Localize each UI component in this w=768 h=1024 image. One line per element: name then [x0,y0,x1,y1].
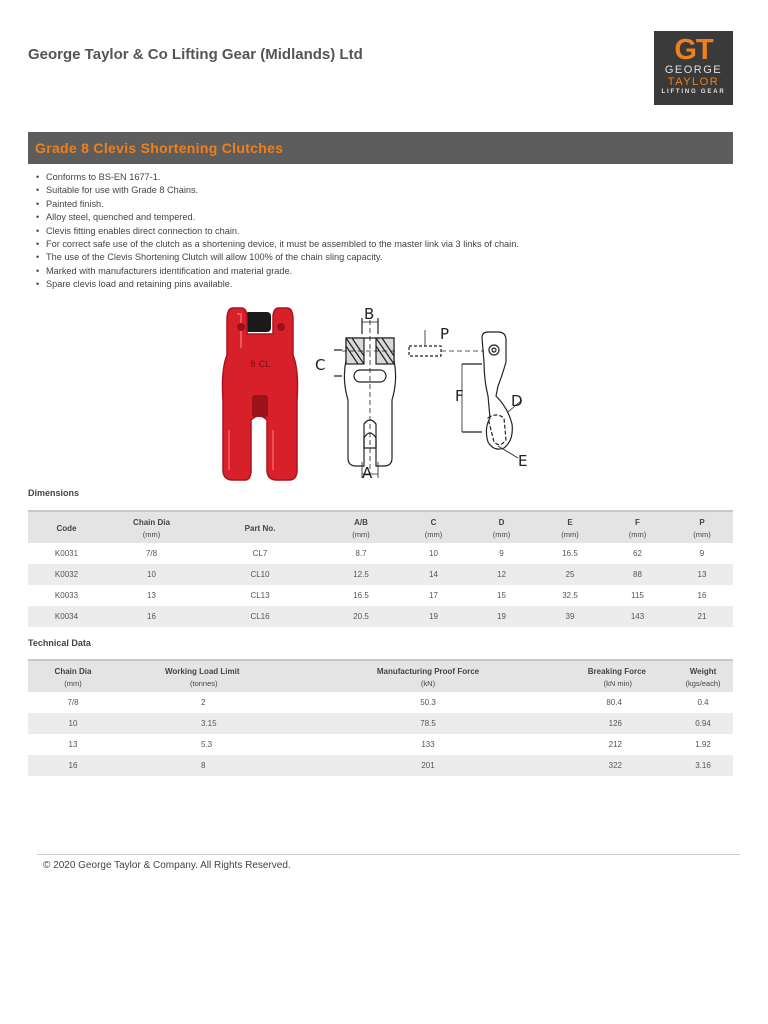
company-logo [654,31,733,105]
table-cell: 0.94 [673,713,733,734]
table-cell: 322 [488,755,673,776]
column-header: Part No. [198,511,322,543]
diagram-label-c: C [315,356,326,374]
table-cell: 126 [488,713,673,734]
logo-line-george: GEORGE [664,64,723,76]
table-cell: 88 [604,564,671,585]
table-cell: 201 [368,755,488,776]
table-cell: 3.16 [673,755,733,776]
feature-item: • For correct safe use of the clutch as a shortening device, it must be assembled to the master link via 3 links of chain. [36,238,519,251]
table-row [28,585,733,606]
feature-item: • Painted finish. [36,198,519,211]
table-cell: 212 [488,734,673,755]
column-header: E (mm) [536,511,604,543]
column-header: Working Load Limit (tonnes) [118,660,368,692]
table-cell: 15 [467,585,536,606]
feature-item: • Conforms to BS-EN 1677-1. [36,171,519,184]
table-header-row [28,660,733,692]
table-cell: K0032 [28,564,105,585]
table-row [28,543,733,564]
copyright-notice: © 2020 George Taylor & Company. All Rights Reserved. [43,860,291,871]
table-cell: K0034 [28,606,105,627]
table-cell: 17 [400,585,467,606]
column-header: Manufacturing Proof Force (kN) [368,660,488,692]
table-row [28,713,733,734]
table-cell: 143 [604,606,671,627]
diagram-label-e: E [518,452,528,470]
table-cell: 7/8 [28,692,118,713]
table-cell: 32.5 [536,585,604,606]
table-cell: 7/8 [105,543,198,564]
feature-item: • Spare clevis load and retaining pins available. [36,278,519,291]
logo-line-lifting-gear: LIFTING GEAR [661,89,726,95]
table-cell: 16 [105,606,198,627]
feature-item: • Marked with manufacturers identification and material grade. [36,265,519,278]
diagram-label-d: D [511,392,523,410]
table-cell: 133 [368,734,488,755]
table-cell: 10 [28,713,118,734]
company-name: George Taylor & Co Lifting Gear (Midlands) Ltd [28,46,363,63]
column-header: F (mm) [604,511,671,543]
footer-divider [37,854,740,855]
table-cell: 0.4 [673,692,733,713]
table-cell: 2 [118,692,368,713]
diagram-label-f: F [455,387,464,405]
table-cell: 12 [467,564,536,585]
table-cell: 14 [400,564,467,585]
table-cell: CL10 [198,564,322,585]
diagram-label-a: A [362,464,373,482]
table-cell: 9 [671,543,733,564]
product-photo [215,300,305,486]
table-header-row [28,511,733,543]
table-cell: 13 [105,585,198,606]
table-cell: 78.5 [368,713,488,734]
table-cell: 50.3 [368,692,488,713]
table-cell: 12.5 [322,564,400,585]
table-cell: 3.15 [118,713,368,734]
table-cell: 5.3 [118,734,368,755]
table-row [28,734,733,755]
dimension-diagram [312,300,552,486]
table-cell: 62 [604,543,671,564]
logo-mark: GT [674,34,713,66]
logo-line-taylor: TAYLOR [667,76,720,88]
table-cell: 25 [536,564,604,585]
technical-data-table [28,659,733,776]
table-row [28,606,733,627]
table-cell: 20.5 [322,606,400,627]
feature-item: • Suitable for use with Grade 8 Chains. [36,184,519,197]
product-banner [28,132,733,164]
table-row [28,692,733,713]
table-cell: 80.4 [488,692,673,713]
column-header: Code [28,511,105,543]
table-cell: 115 [604,585,671,606]
table-cell: 39 [536,606,604,627]
table-cell: 16.5 [322,585,400,606]
feature-list [36,171,519,292]
feature-item: • The use of the Clevis Shortening Clutch will allow 100% of the chain sling capacity. [36,251,519,264]
column-header: P (mm) [671,511,733,543]
column-header: Chain Dia (mm) [105,511,198,543]
table-cell: 19 [400,606,467,627]
table-cell: 13 [671,564,733,585]
table-cell: K0033 [28,585,105,606]
table-row [28,564,733,585]
product-marking: 8 CL [250,360,270,370]
table-cell: 8 [118,755,368,776]
table-row [28,755,733,776]
table-cell: CL16 [198,606,322,627]
table-cell: CL7 [198,543,322,564]
table-cell: 21 [671,606,733,627]
dimensions-table [28,510,733,627]
column-header: C (mm) [400,511,467,543]
feature-item: • Alloy steel, quenched and tempered. [36,211,519,224]
table-cell: 10 [400,543,467,564]
diagram-label-p: P [440,325,450,343]
table-cell: 16 [28,755,118,776]
diagram-label-b: B [364,305,375,323]
table-cell: 1.92 [673,734,733,755]
column-header: D (mm) [467,511,536,543]
product-title: Grade 8 Clevis Shortening Clutches [35,140,284,156]
table-cell: 9 [467,543,536,564]
column-header: Weight (kgs/each) [673,660,733,692]
table-cell: CL13 [198,585,322,606]
table-cell: 8.7 [322,543,400,564]
column-header: Breaking Force (kN min) [488,660,673,692]
table-cell: 16.5 [536,543,604,564]
table-cell: K0031 [28,543,105,564]
table-cell: 10 [105,564,198,585]
dimensions-heading: Dimensions [28,488,80,498]
column-header: A/B (mm) [322,511,400,543]
feature-item: • Clevis fitting enables direct connection to chain. [36,225,519,238]
table-cell: 16 [671,585,733,606]
column-header: Chain Dia (mm) [28,660,118,692]
table-cell: 13 [28,734,118,755]
table-cell: 19 [467,606,536,627]
technical-data-heading: Technical Data [28,638,91,648]
